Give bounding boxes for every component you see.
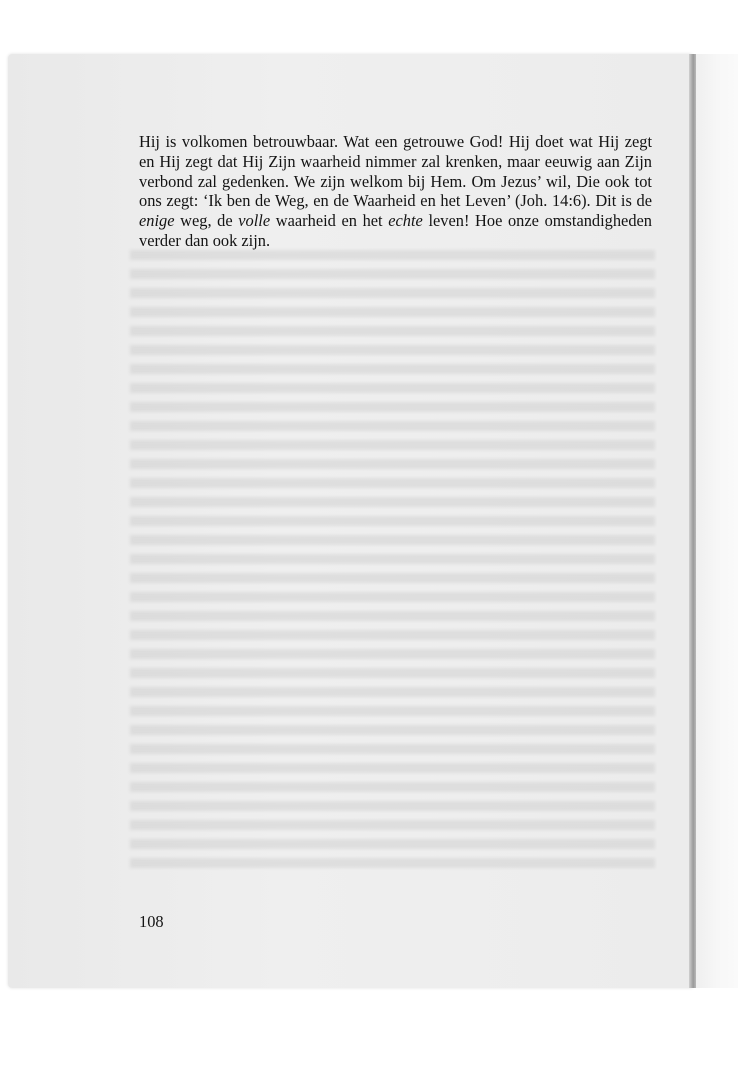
body-paragraph: [139, 132, 652, 251]
page-edge: [696, 54, 738, 988]
page-number: 108: [139, 912, 164, 931]
text-segment: weg, de: [174, 211, 239, 231]
text-segment: Hij is volkomen betrouwbaar. Wat een getrouwe God! Hij doet wat Hij zegt en Hij zegt dat Hij Zijn waarheid nimmer zal krenken, maar eeuwig aan Zijn verbond zal gedenken. We zijn welkom bij Hem. Om Jezus’ wil, Die ook tot ons zegt: ‘Ik ben de Weg, en de Waarheid en het Leven’ (Joh. 14:6). Dit is de: [139, 132, 652, 211]
text-segment: waarheid en het: [270, 211, 389, 231]
bleed-through-text: [130, 250, 655, 875]
emphasis-echte: echte: [388, 211, 423, 231]
text-segment: leven! Hoe onze omstandigheden verder dan ook zijn.: [139, 211, 652, 250]
emphasis-volle: volle: [238, 211, 271, 231]
book-spine: [689, 54, 696, 988]
emphasis-enige: enige: [139, 211, 175, 231]
